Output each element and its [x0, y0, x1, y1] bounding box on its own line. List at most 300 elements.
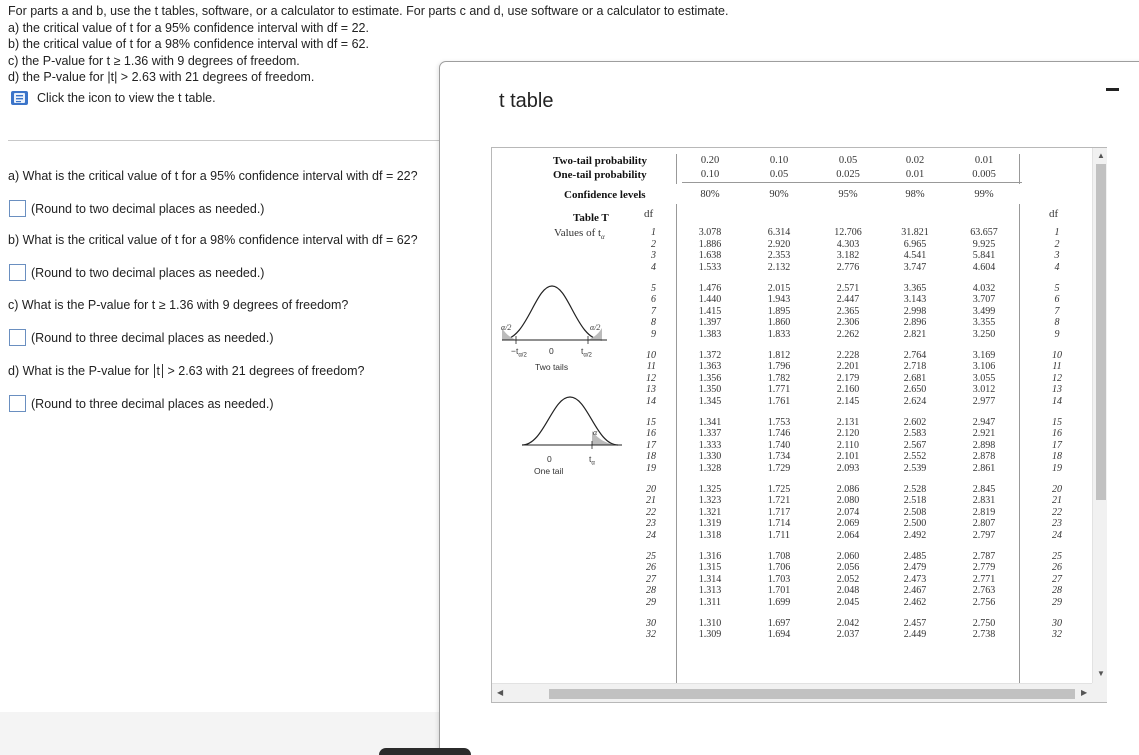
- value-cell: 1.330: [698, 451, 722, 462]
- df-cell: 14: [1052, 395, 1062, 407]
- value-cell: 2.064: [836, 529, 860, 541]
- values-of-text: Values of t: [554, 227, 602, 239]
- value-cell: 1.714: [767, 518, 791, 529]
- header-rule: [676, 154, 677, 184]
- df-group: [636, 484, 656, 542]
- value-cell: 2.602: [903, 416, 927, 428]
- value-cell: 1.325: [698, 483, 722, 495]
- value-cell: 1.319: [698, 518, 722, 529]
- value-cell: 2.457: [903, 617, 927, 629]
- answer-c-hint: (Round to three decimal places as needed.): [31, 330, 274, 345]
- value-group: [749, 618, 809, 641]
- value-cell: 2.048: [836, 585, 860, 596]
- intro-line: For parts a and b, use the t tables, software, or a calculator to estimate. For parts c and d, use software or a calculator to estimate.: [8, 4, 729, 18]
- value-group: [818, 484, 878, 542]
- value-group: [954, 227, 1014, 273]
- value-cell: 2.056: [836, 562, 860, 573]
- values-of-sub: α: [601, 233, 605, 242]
- value-cell: 2.878: [972, 451, 996, 462]
- value-cell: 4.541: [903, 250, 927, 261]
- value-cell: 3.055: [972, 372, 996, 384]
- value-cell: 1.372: [698, 349, 722, 361]
- value-cell: 1.397: [698, 317, 722, 328]
- value-cell: 2.571: [836, 282, 860, 294]
- df-cell: 7: [651, 305, 656, 317]
- df-group: [1047, 283, 1067, 341]
- df-cell: 9: [651, 328, 656, 340]
- question-c-label: c) What is the P-value for t ≥ 1.36 with 9 degrees of freedom?: [8, 298, 349, 312]
- two-tail-alpha-left: α/2: [501, 323, 512, 332]
- pos-t-sub: α/2: [583, 352, 592, 359]
- confidence-header: 98%: [905, 189, 925, 200]
- pos-t-text: t: [581, 346, 584, 356]
- value-cell: 2.738: [972, 629, 996, 640]
- value-cell: 1.711: [767, 529, 791, 541]
- value-cell: 3.012: [972, 384, 996, 395]
- value-cell: 2.074: [836, 506, 860, 518]
- value-column: [954, 227, 1014, 641]
- value-cell: 1.341: [698, 416, 722, 428]
- answer-d-hint: (Round to three decimal places as needed.): [31, 396, 274, 411]
- value-cell: 6.965: [903, 238, 927, 250]
- header-rule: [1019, 154, 1020, 184]
- df-cell: 18: [646, 451, 656, 462]
- two-tail-neg-t: [511, 346, 527, 359]
- value-cell: 2.306: [836, 317, 860, 328]
- value-cell: 1.725: [767, 483, 791, 495]
- t-table-view: [492, 148, 1092, 683]
- question-d-pre: d) What is the P-value for: [8, 364, 153, 378]
- answer-b-hint: (Round to two decimal places as needed.): [31, 265, 265, 280]
- df-cell: 5: [1054, 282, 1060, 294]
- value-cell: 2.920: [767, 238, 791, 250]
- df-cell: 23: [1052, 518, 1062, 529]
- value-group: [954, 484, 1014, 542]
- value-cell: 2.718: [903, 361, 927, 372]
- value-cell: 1.350: [698, 384, 722, 395]
- value-cell: 2.787: [972, 550, 996, 562]
- df-cell: 1: [651, 227, 656, 238]
- value-cell: 2.447: [836, 294, 860, 305]
- value-cell: 2.015: [767, 282, 791, 294]
- value-cell: 1.313: [698, 585, 722, 596]
- df-cell: 18: [1052, 451, 1062, 462]
- one-tail-header: 0.025: [836, 169, 860, 180]
- value-cell: 1.746: [767, 428, 791, 439]
- value-cell: 2.086: [836, 483, 860, 495]
- df-cell: 13: [1052, 384, 1062, 395]
- value-cell: 1.699: [767, 596, 791, 608]
- answer-c-row: [9, 329, 274, 346]
- scroll-left-icon[interactable]: ◀: [497, 688, 504, 697]
- scroll-corner: [1092, 683, 1107, 702]
- value-cell: 1.812: [767, 349, 791, 361]
- two-tail-alpha-right: α/2: [590, 323, 601, 332]
- df-group: [1047, 551, 1067, 609]
- value-cell: 2.045: [836, 596, 860, 608]
- value-cell: 2.518: [903, 495, 927, 506]
- df-group: [1047, 227, 1067, 273]
- df-group: [636, 350, 656, 408]
- question-b-label: b) What is the critical value of t for a 98% confidence interval with df = 62?: [8, 233, 418, 247]
- scroll-down-icon[interactable]: ▼: [1097, 669, 1105, 678]
- value-cell: 3.250: [972, 328, 996, 340]
- value-cell: 2.052: [836, 573, 860, 585]
- df-cell: 24: [1052, 529, 1062, 541]
- value-group: [680, 417, 740, 475]
- question-a-label: a) What is the critical value of t for a 95% confidence interval with df = 22?: [8, 169, 418, 183]
- df-cell: 21: [646, 495, 656, 506]
- df-header-right: df: [1049, 208, 1059, 220]
- answer-a-input[interactable]: [9, 200, 26, 217]
- value-group: [885, 227, 945, 273]
- value-cell: 2.977: [972, 395, 996, 407]
- df-cell: 6: [1054, 294, 1060, 305]
- footer-band: [0, 712, 440, 755]
- df-cell: 30: [646, 617, 656, 629]
- question-d-abs: t: [154, 364, 163, 378]
- one-tail-header: 0.005: [972, 169, 996, 180]
- value-cell: 2.779: [972, 562, 996, 573]
- value-cell: 2.861: [972, 462, 996, 474]
- value-group: [680, 350, 740, 408]
- value-cell: 2.467: [903, 585, 927, 596]
- df-cell: 22: [1052, 506, 1062, 518]
- df-cell: 29: [1052, 596, 1062, 608]
- value-cell: 2.500: [903, 518, 927, 529]
- value-cell: 4.303: [836, 238, 860, 250]
- value-cell: 1.337: [698, 428, 722, 439]
- value-cell: 3.707: [972, 294, 996, 305]
- df-cell: 17: [646, 439, 656, 451]
- df-group: [636, 417, 656, 475]
- answer-d-row: [9, 395, 274, 412]
- value-cell: 5.841: [972, 250, 996, 261]
- value-group: [749, 350, 809, 408]
- value-group: [818, 618, 878, 641]
- value-cell: 1.782: [767, 372, 791, 384]
- value-cell: 1.315: [698, 562, 722, 573]
- one-tail-caption: One tail: [534, 466, 564, 476]
- value-cell: 9.925: [972, 238, 996, 250]
- value-cell: 2.845: [972, 483, 996, 495]
- value-cell: 1.309: [698, 629, 722, 640]
- minimize-icon[interactable]: [1106, 88, 1119, 91]
- value-cell: 2.132: [767, 261, 791, 273]
- book-icon[interactable]: [10, 90, 30, 106]
- horizontal-scrollbar[interactable]: [492, 683, 1092, 702]
- value-cell: 2.179: [836, 372, 860, 384]
- value-group: [818, 350, 878, 408]
- answer-a-row: [9, 200, 264, 217]
- value-cell: 2.776: [836, 261, 860, 273]
- df-rule: [1019, 204, 1020, 683]
- scroll-right-icon[interactable]: ▶: [1081, 688, 1088, 697]
- value-cell: 1.363: [698, 361, 722, 372]
- value-cell: 2.131: [836, 416, 860, 428]
- df-cell: 2: [1054, 238, 1060, 250]
- df-cell: 22: [646, 506, 656, 518]
- df-cell: 5: [651, 282, 656, 294]
- value-cell: 2.101: [836, 451, 860, 462]
- value-group: [954, 283, 1014, 341]
- value-group: [818, 283, 878, 341]
- df-cell: 32: [646, 629, 656, 640]
- two-tails-caption: Two tails: [535, 362, 569, 372]
- intro-line: a) the critical value of t for a 95% confidence interval with df = 22.: [8, 20, 369, 35]
- value-cell: 1.895: [767, 305, 791, 317]
- df-rule: [676, 204, 677, 683]
- df-cell: 14: [646, 395, 656, 407]
- value-cell: 3.143: [903, 294, 927, 305]
- question-d-label: [8, 364, 364, 378]
- answer-b-input[interactable]: [9, 264, 26, 281]
- df-cell: 19: [1052, 462, 1062, 474]
- value-group: [749, 551, 809, 609]
- value-cell: 1.761: [767, 395, 791, 407]
- value-cell: 3.499: [972, 305, 996, 317]
- one-tail-header: 0.10: [700, 169, 720, 180]
- value-cell: 1.310: [698, 617, 722, 629]
- confidence-label: Confidence levels: [564, 189, 646, 201]
- value-cell: 2.145: [836, 395, 860, 407]
- value-group: [818, 417, 878, 475]
- value-cell: 3.106: [972, 361, 996, 372]
- value-cell: 2.771: [972, 573, 996, 585]
- neg-t-text: −t: [511, 346, 519, 356]
- value-cell: 2.365: [836, 305, 860, 317]
- value-cell: 1.440: [698, 294, 722, 305]
- two-tail-label: Two-tail probability: [553, 155, 648, 167]
- value-cell: 1.311: [698, 596, 722, 608]
- value-group: [885, 618, 945, 641]
- value-cell: 1.318: [698, 529, 722, 541]
- df-header-left: df: [644, 208, 654, 220]
- one-tail-label: One-tail probability: [553, 169, 647, 181]
- value-cell: 2.947: [972, 416, 996, 428]
- value-cell: 2.539: [903, 462, 927, 474]
- value-cell: 2.896: [903, 317, 927, 328]
- df-cell: 27: [1052, 573, 1062, 585]
- value-cell: 2.479: [903, 562, 927, 573]
- value-group: [680, 227, 740, 273]
- value-cell: 2.528: [903, 483, 927, 495]
- dialog-title: t table: [499, 90, 554, 112]
- value-group: [954, 417, 1014, 475]
- intro-line: d) the P-value for |t| > 2.63 with 21 degrees of freedom.: [8, 70, 315, 84]
- two-tail-header: 0.10: [769, 155, 789, 166]
- value-cell: 12.706: [834, 227, 862, 238]
- df-cell: 4: [1054, 261, 1060, 273]
- intro-line: c) the P-value for t ≥ 1.36 with 9 degrees of freedom.: [8, 53, 300, 68]
- one-tail-alpha: α: [593, 428, 598, 437]
- value-cell: 2.831: [972, 495, 996, 506]
- df-group: [1047, 484, 1067, 542]
- df-group: [1047, 618, 1067, 641]
- df-cell: 26: [1052, 562, 1062, 573]
- df-cell: 11: [1052, 361, 1062, 372]
- horizontal-scroll-thumb[interactable]: [549, 689, 1075, 699]
- df-cell: 20: [1052, 483, 1062, 495]
- df-column-left: [636, 227, 656, 641]
- value-cell: 2.042: [836, 617, 860, 629]
- neg-t-sub: α/2: [518, 352, 527, 359]
- df-cell: 10: [1052, 349, 1062, 361]
- value-cell: 2.921: [972, 428, 996, 439]
- value-cell: 2.353: [767, 250, 791, 261]
- value-cell: 2.756: [972, 596, 996, 608]
- two-tail-header: 0.05: [838, 155, 858, 166]
- value-cell: 3.355: [972, 317, 996, 328]
- intro-line: b) the critical value of t for a 98% confidence interval with df = 62.: [8, 37, 369, 51]
- value-cell: 1.886: [698, 238, 722, 250]
- vertical-scroll-thumb[interactable]: [1096, 164, 1106, 500]
- value-cell: 1.796: [767, 361, 791, 372]
- answer-b-row: [9, 264, 264, 281]
- value-cell: 6.314: [767, 227, 791, 238]
- df-group: [1047, 417, 1067, 475]
- df-cell: 25: [646, 550, 656, 562]
- df-cell: 8: [651, 317, 656, 328]
- value-cell: 2.060: [836, 550, 860, 562]
- value-cell: 1.328: [698, 462, 722, 474]
- value-cell: 2.080: [836, 495, 860, 506]
- value-group: [680, 484, 740, 542]
- floating-pill[interactable]: [379, 748, 471, 755]
- df-cell: 32: [1052, 629, 1062, 640]
- value-cell: 1.533: [698, 261, 722, 273]
- value-cell: 4.032: [972, 282, 996, 294]
- df-cell: 15: [646, 416, 656, 428]
- value-cell: 1.717: [767, 506, 791, 518]
- value-cell: 31.821: [901, 227, 929, 238]
- value-cell: 2.473: [903, 573, 927, 585]
- value-column: [680, 227, 740, 641]
- one-tail-t: [589, 454, 595, 467]
- value-cell: 1.734: [767, 451, 791, 462]
- question-d-post: > 2.63 with 21 degrees of freedom?: [164, 364, 365, 378]
- value-cell: 1.314: [698, 573, 722, 585]
- scroll-up-icon[interactable]: ▲: [1097, 151, 1105, 160]
- table-name: Table T: [573, 212, 609, 224]
- value-cell: 1.740: [767, 439, 791, 451]
- value-group: [954, 350, 1014, 408]
- value-cell: 1.697: [767, 617, 791, 629]
- value-group: [885, 417, 945, 475]
- value-cell: 1.771: [767, 384, 791, 395]
- confidence-header: 90%: [769, 189, 789, 200]
- value-cell: 1.703: [767, 573, 791, 585]
- value-cell: 1.316: [698, 550, 722, 562]
- value-cell: 2.069: [836, 518, 860, 529]
- df-cell: 7: [1054, 305, 1060, 317]
- value-column: [749, 227, 809, 641]
- value-group: [680, 618, 740, 641]
- df-cell: 12: [1052, 372, 1062, 384]
- answer-c-input[interactable]: [9, 329, 26, 346]
- df-cell: 12: [646, 372, 656, 384]
- df-cell: 6: [651, 294, 656, 305]
- df-group: [636, 618, 656, 641]
- view-t-table-link[interactable]: [10, 90, 216, 106]
- df-cell: 27: [646, 573, 656, 585]
- value-cell: 1.356: [698, 372, 722, 384]
- value-cell: 2.449: [903, 629, 927, 640]
- value-cell: 3.365: [903, 282, 927, 294]
- value-group: [680, 551, 740, 609]
- df-cell: 28: [1052, 585, 1062, 596]
- value-cell: 2.624: [903, 395, 927, 407]
- value-cell: 1.383: [698, 328, 722, 340]
- value-cell: 1.333: [698, 439, 722, 451]
- df-cell: 4: [651, 261, 656, 273]
- value-cell: 2.583: [903, 428, 927, 439]
- df-cell: 16: [1052, 428, 1062, 439]
- df-cell: 16: [646, 428, 656, 439]
- df-cell: 21: [1052, 495, 1062, 506]
- df-group: [1047, 350, 1067, 408]
- value-cell: 1.753: [767, 416, 791, 428]
- value-cell: 2.650: [903, 384, 927, 395]
- view-t-table-text[interactable]: Click the icon to view the t table.: [37, 91, 216, 105]
- value-cell: 2.262: [836, 328, 860, 340]
- df-cell: 26: [646, 562, 656, 573]
- value-group: [749, 283, 809, 341]
- value-cell: 2.201: [836, 361, 860, 372]
- value-cell: 2.492: [903, 529, 927, 541]
- df-cell: 28: [646, 585, 656, 596]
- value-cell: 1.415: [698, 305, 722, 317]
- value-group: [885, 350, 945, 408]
- value-cell: 1.708: [767, 550, 791, 562]
- value-group: [749, 227, 809, 273]
- value-cell: 2.160: [836, 384, 860, 395]
- answer-d-input[interactable]: [9, 395, 26, 412]
- df-cell: 19: [646, 462, 656, 474]
- value-cell: 2.462: [903, 596, 927, 608]
- df-cell: 3: [1054, 250, 1060, 261]
- df-cell: 3: [651, 250, 656, 261]
- value-cell: 1.694: [767, 629, 791, 640]
- header-rule: [682, 182, 1022, 183]
- two-tail-pos-t: [581, 346, 592, 359]
- value-group: [818, 551, 878, 609]
- value-cell: 2.998: [903, 305, 927, 317]
- value-cell: 2.567: [903, 439, 927, 451]
- confidence-header: 80%: [700, 189, 720, 200]
- value-group: [954, 551, 1014, 609]
- value-group: [885, 484, 945, 542]
- df-cell: 1: [1054, 227, 1060, 238]
- t-table-dialog: [439, 61, 1139, 755]
- one-tail-header: 0.01: [905, 169, 925, 180]
- value-group: [885, 283, 945, 341]
- value-cell: 2.763: [972, 585, 996, 596]
- value-group: [954, 618, 1014, 641]
- vertical-scrollbar[interactable]: [1092, 148, 1107, 683]
- value-cell: 2.552: [903, 451, 927, 462]
- value-cell: 1.706: [767, 562, 791, 573]
- one-tail-t-sub: α: [591, 460, 595, 467]
- value-group: [749, 417, 809, 475]
- value-cell: 1.943: [767, 294, 791, 305]
- df-cell: 30: [1052, 617, 1062, 629]
- value-cell: 2.764: [903, 349, 927, 361]
- one-tail-header: 0.05: [769, 169, 789, 180]
- value-column: [885, 227, 945, 641]
- df-cell: 9: [1054, 328, 1060, 340]
- df-group: [636, 551, 656, 609]
